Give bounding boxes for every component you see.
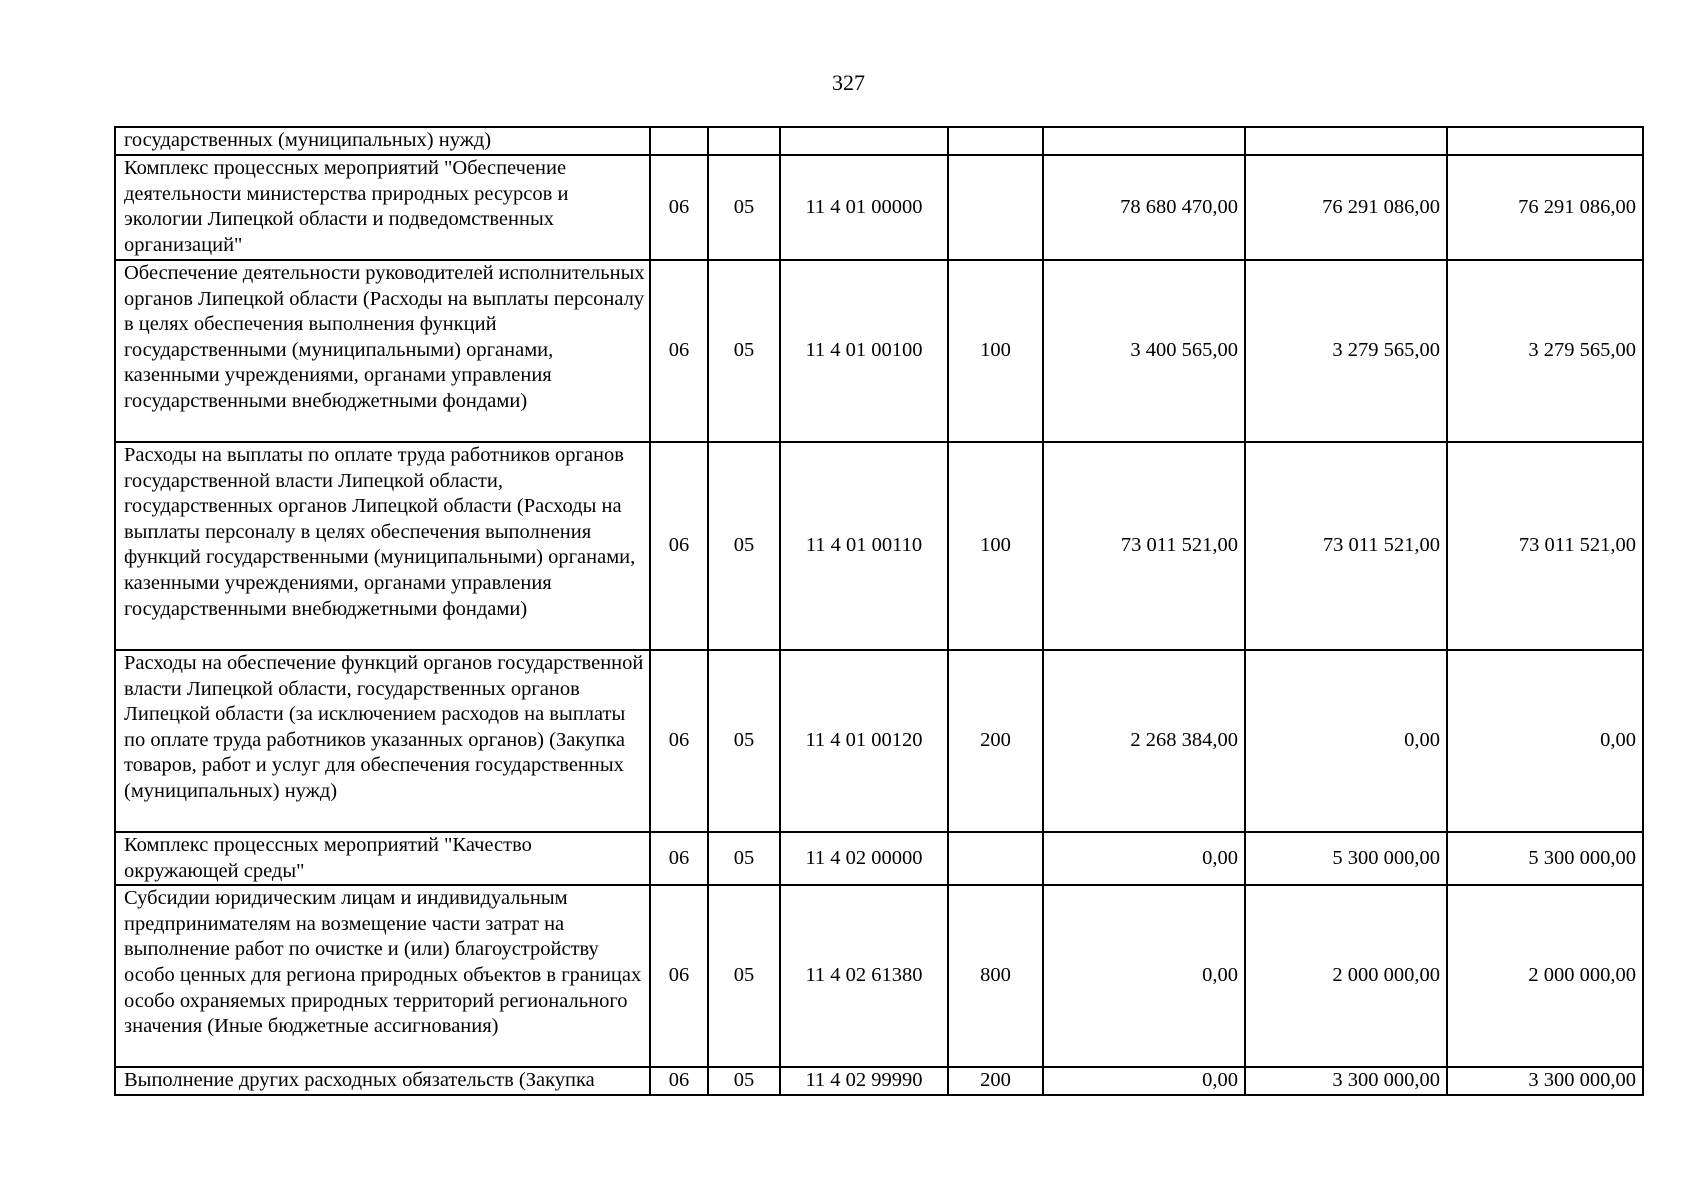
target-article-code: 11 4 01 00120 — [780, 650, 948, 832]
amount-year-2: 2 000 000,00 — [1245, 885, 1447, 1067]
amount-year-2: 76 291 086,00 — [1245, 155, 1447, 260]
target-article-code: 11 4 02 00000 — [780, 832, 948, 885]
amount-year-2: 3 279 565,00 — [1245, 260, 1447, 442]
amount-year-1 — [1043, 127, 1245, 155]
amount-year-1: 0,00 — [1043, 832, 1245, 885]
table-row — [115, 1067, 1643, 1095]
target-article-code: 11 4 01 00100 — [780, 260, 948, 442]
target-article-code: 11 4 02 61380 — [780, 885, 948, 1067]
budget-table — [114, 126, 1644, 1096]
row-name: Комплекс процессных мероприятий "Обеспечение деятельности министерства природных ресурсов и экологии Липецкой области и подведомственных организаций" — [115, 155, 650, 260]
expense-type-code: 100 — [948, 260, 1043, 442]
subsection-code: 05 — [708, 1067, 780, 1095]
table-row — [115, 885, 1643, 1067]
section-code: 06 — [650, 1067, 708, 1095]
target-article-code: 11 4 02 99990 — [780, 1067, 948, 1095]
section-code: 06 — [650, 650, 708, 832]
row-name: Выполнение других расходных обязательств (Закупка — [115, 1067, 650, 1095]
page-number: 327 — [832, 70, 865, 95]
expense-type-code — [948, 127, 1043, 155]
target-article-code: 11 4 01 00000 — [780, 155, 948, 260]
amount-year-3: 0,00 — [1447, 650, 1643, 832]
section-code — [650, 127, 708, 155]
amount-year-2: 73 011 521,00 — [1245, 442, 1447, 650]
subsection-code: 05 — [708, 442, 780, 650]
amount-year-1: 0,00 — [1043, 885, 1245, 1067]
subsection-code: 05 — [708, 832, 780, 885]
amount-year-1: 0,00 — [1043, 1067, 1245, 1095]
row-name: Расходы на выплаты по оплате труда работников органов государственной власти Липецкой области, государственных органов Липецкой области (Расходы на выплаты персоналу в целях обеспечения выполнения функций государственными (муниципальными) органами, казенными учреждениями, органами управления государственными внебюджетными фондами) — [115, 442, 650, 650]
amount-year-3: 3 300 000,00 — [1447, 1067, 1643, 1095]
expense-type-code: 800 — [948, 885, 1043, 1067]
table-row — [115, 832, 1643, 885]
amount-year-1: 78 680 470,00 — [1043, 155, 1245, 260]
amount-year-2 — [1245, 127, 1447, 155]
row-name: Субсидии юридическим лицам и индивидуальным предпринимателям на возмещение части затрат на выполнение работ по очистке и (или) благоустройству особо ценных для региона природных объектов в границах особо охраняемых природных территорий регионального значения (Иные бюджетные ассигнования) — [115, 885, 650, 1067]
row-name: Расходы на обеспечение функций органов государственной власти Липецкой области, государственных органов Липецкой области (за исключением расходов на выплаты по оплате труда работников указанных органов) (Закупка товаров, работ и услуг для обеспечения государственных (муниципальных) нужд) — [115, 650, 650, 832]
subsection-code: 05 — [708, 650, 780, 832]
amount-year-1: 2 268 384,00 — [1043, 650, 1245, 832]
row-name: Обеспечение деятельности руководителей исполнительных органов Липецкой области (Расходы на выплаты персоналу в целях обеспечения выполнения функций государственными (муниципальными) органами, казенными учреждениями, органами управления государственными внебюджетными фондами) — [115, 260, 650, 442]
table-row — [115, 650, 1643, 832]
section-code: 06 — [650, 885, 708, 1067]
amount-year-3: 76 291 086,00 — [1447, 155, 1643, 260]
table-row — [115, 442, 1643, 650]
amount-year-3: 3 279 565,00 — [1447, 260, 1643, 442]
subsection-code — [708, 127, 780, 155]
subsection-code: 05 — [708, 885, 780, 1067]
amount-year-3: 5 300 000,00 — [1447, 832, 1643, 885]
table-row — [115, 155, 1643, 260]
expense-type-code — [948, 832, 1043, 885]
table-row — [115, 127, 1643, 155]
expense-type-code: 200 — [948, 650, 1043, 832]
amount-year-3 — [1447, 127, 1643, 155]
amount-year-2: 3 300 000,00 — [1245, 1067, 1447, 1095]
amount-year-3: 73 011 521,00 — [1447, 442, 1643, 650]
expense-type-code: 100 — [948, 442, 1043, 650]
target-article-code — [780, 127, 948, 155]
amount-year-2: 0,00 — [1245, 650, 1447, 832]
amount-year-1: 3 400 565,00 — [1043, 260, 1245, 442]
target-article-code: 11 4 01 00110 — [780, 442, 948, 650]
amount-year-1: 73 011 521,00 — [1043, 442, 1245, 650]
row-name: Комплекс процессных мероприятий "Качество окружающей среды" — [115, 832, 650, 885]
table-row — [115, 260, 1643, 442]
subsection-code: 05 — [708, 155, 780, 260]
amount-year-2: 5 300 000,00 — [1245, 832, 1447, 885]
section-code: 06 — [650, 260, 708, 442]
section-code: 06 — [650, 832, 708, 885]
subsection-code: 05 — [708, 260, 780, 442]
section-code: 06 — [650, 442, 708, 650]
expense-type-code: 200 — [948, 1067, 1043, 1095]
expense-type-code — [948, 155, 1043, 260]
amount-year-3: 2 000 000,00 — [1447, 885, 1643, 1067]
section-code: 06 — [650, 155, 708, 260]
row-name: государственных (муниципальных) нужд) — [115, 127, 650, 155]
